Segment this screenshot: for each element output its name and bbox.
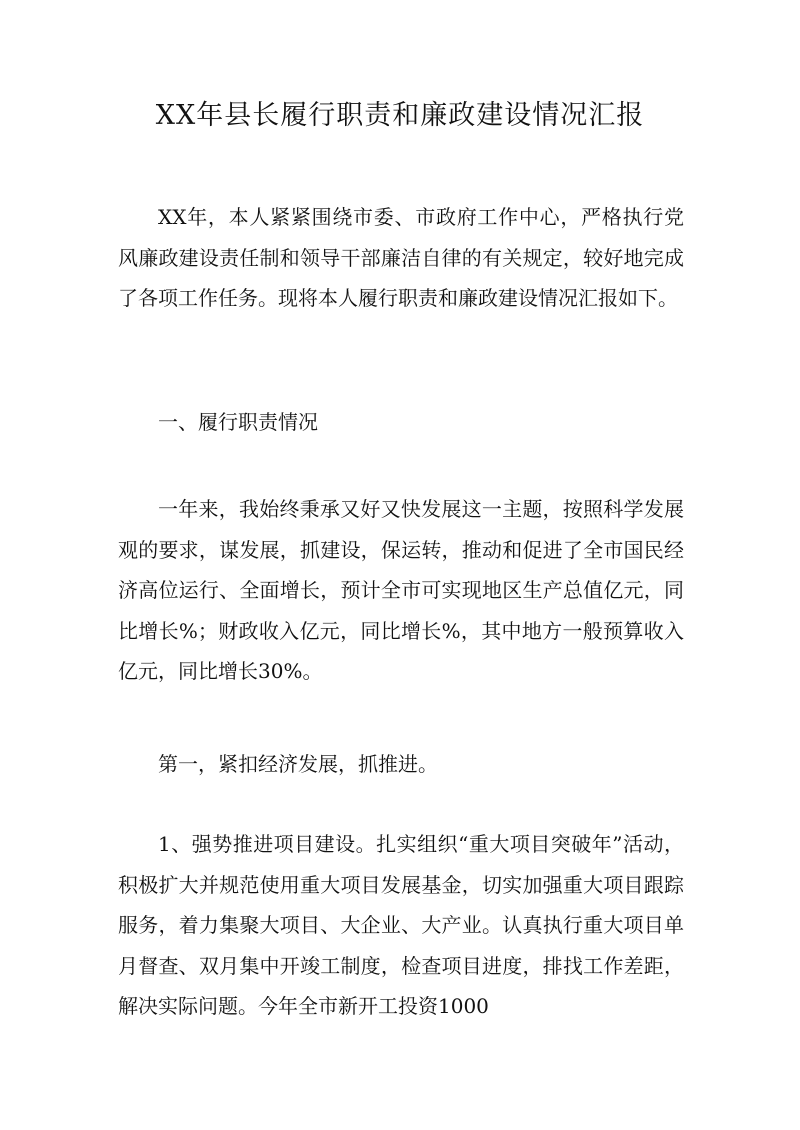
projects-paragraph: 1、强势推进项目建设。扎实组织“重大项目突破年”活动，积极扩大并规范使用重大项目发展基金，切实加强重大项目跟踪服务，着力集聚大项目、大企业、大产业。认真执行重大项目单月督查、双月集中开竣工制度，检查项目进度，排找工作差距，解决实际问题。今年全市新开工投资1000 (118, 832, 684, 1018)
document-title: XX年县长履行职责和廉政建设情况汇报 (155, 100, 645, 131)
section-heading-duties: 一、履行职责情况 (158, 410, 318, 434)
intro-paragraph: XX年，本人紧紧围绕市委、市政府工作中心，严格执行党风廉政建设责任制和领导干部廉洁自律的有关规定，较好地完成了各项工作任务。现将本人履行职责和廉政建设情况汇报如下。 (118, 205, 684, 310)
subsection-heading-economy: 第一，紧扣经济发展，抓推进。 (158, 752, 438, 776)
duties-paragraph: 一年来，我始终秉承又好又快发展这一主题，按照科学发展观的要求，谋发展，抓建设，保运转，推动和促进了全市国民经济高位运行、全面增长，预计全市可实现地区生产总值亿元，同比增长%；财政收入亿元，同比增长%，其中地方一般预算收入亿元，同比增长30%。 (118, 497, 684, 683)
